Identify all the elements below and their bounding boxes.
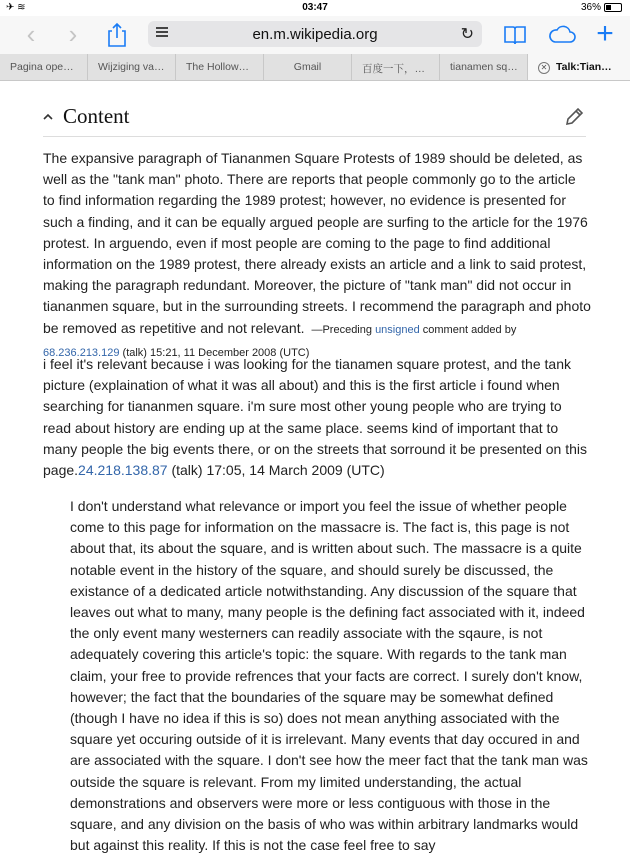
tab-wijziging[interactable]: Wijziging va… xyxy=(88,54,176,80)
browser-toolbar xyxy=(0,16,630,54)
status-bar xyxy=(0,0,630,16)
bookmarks-icon[interactable] xyxy=(500,20,530,50)
tab-bar xyxy=(0,54,630,81)
address-bar[interactable] xyxy=(148,21,482,47)
forward-icon[interactable]: › xyxy=(68,19,78,49)
sig-mid: comment added by xyxy=(422,323,517,336)
new-tab-icon[interactable]: + xyxy=(596,17,614,50)
comment-1-text: The expansive paragraph of Tiananmen Square Protests of 1989 should be deleted, as well as the "tank man" photo. There are reports that people commonly go to the article to find information regarding the 1989 protest; however, no evidence is presented for such a finding, and it can be equally argued people are surfing to the article for the 1976 protest. In arguendo, even if most people are coming to the page to find additional information on the 1989 protest, there already exists an article and a link to said protest, making the paragraph redundant. Moreover, the picture of "tank man" did not occur in tiananmen square, but in the surrounding streets. I recommend the paragraph and photo be removed as repetitive and not relevant. xyxy=(43,150,591,336)
tab-pagina[interactable]: Pagina ope… xyxy=(0,54,88,80)
sig-suffix-1: (talk) 15:21, 11 December 2008 (UTC) xyxy=(122,346,310,359)
tab-hollow[interactable]: The Hollow… xyxy=(176,54,264,80)
ip-link-1[interactable]: 68.236.213.129 xyxy=(43,346,120,359)
close-tab-icon[interactable]: ✕ xyxy=(538,62,550,74)
comment-1 xyxy=(43,148,591,364)
unsigned-link[interactable]: unsigned xyxy=(375,323,420,336)
status-time: 03:47 xyxy=(302,2,328,13)
comment-3-text: I don't understand what relevance or import you feel the issue of whether people come to this page for information on the massacre is. The fact is, this page is not about that, its about the square, and is written about such. The massacre is a quite notable event in the history of the square, and should surely be discussed, the existance of a dedicated article notwithstanding. Any discussion of the square that leaves out what to many, many people is the defining fact associated with it, indeed the only event many westerners can readily associate with the sqaure, is not adequately covering this article's topic: the square. With regards to the tank man claim, your free to provide refrences that your facts are correct. I surely don't know, however; the fact that the boundaries of the square may be somewhat defined (though I have no idea if this is so) does not mean anything associated with the square yet occuring outside of it is irrelevant. Many events that day occured in and are associated with the square. I don't see how the meer fact that the tank man was outside the square is relevant. From my limited understanding, the actual demonstrations and observers were more or less contiguous with those in the square, and any division on the basis of who was within arbitrary landmarks would but against this reality. If this is not the case feel free to say xyxy=(70,498,588,854)
tab-talk-label: Talk:Tian… xyxy=(556,61,612,73)
battery-icon xyxy=(604,3,622,12)
sig-suffix-2: (talk) 17:05, 14 March 2009 (UTC) xyxy=(171,462,385,479)
comment-3 xyxy=(70,496,590,856)
sig-prefix: —Preceding xyxy=(311,323,372,336)
back-icon[interactable]: ‹ xyxy=(26,19,36,49)
comment-2 xyxy=(43,354,591,481)
url-text: en.m.wikipedia.org xyxy=(252,26,378,43)
comment-2-text: i feel it's relevant because i was looking for the tianamen square protest, and the tank picture (explaination of what it was all about) and this is the first article i found when searching for tiananmen square. i'm sure most other young people who are trying to read about history are ending up at the same place. seems kind of important that to many people the big events there, or on the streets that sorround it be presented on this page. xyxy=(43,356,588,479)
tab-talk-active[interactable] xyxy=(528,54,630,80)
tab-baidu[interactable]: 百度一下，… xyxy=(352,54,440,80)
tab-tianamen[interactable]: tianamen sq… xyxy=(440,54,528,80)
airplane-wifi-icons: ✈ ︎≋ xyxy=(6,2,26,13)
battery-percent: 36% xyxy=(580,2,601,13)
section-title: Content xyxy=(63,104,130,128)
ip-link-2[interactable]: 24.218.138.87 xyxy=(78,462,168,479)
battery-indicator xyxy=(581,2,622,13)
share-icon[interactable] xyxy=(102,20,132,50)
chevron-up-icon[interactable] xyxy=(43,112,53,122)
section-header[interactable] xyxy=(43,102,586,137)
tab-gmail[interactable]: Gmail xyxy=(264,54,352,80)
reload-icon[interactable]: ↻ xyxy=(460,26,474,43)
edit-pencil-icon[interactable] xyxy=(564,107,584,127)
cloud-tabs-icon[interactable] xyxy=(545,20,579,50)
